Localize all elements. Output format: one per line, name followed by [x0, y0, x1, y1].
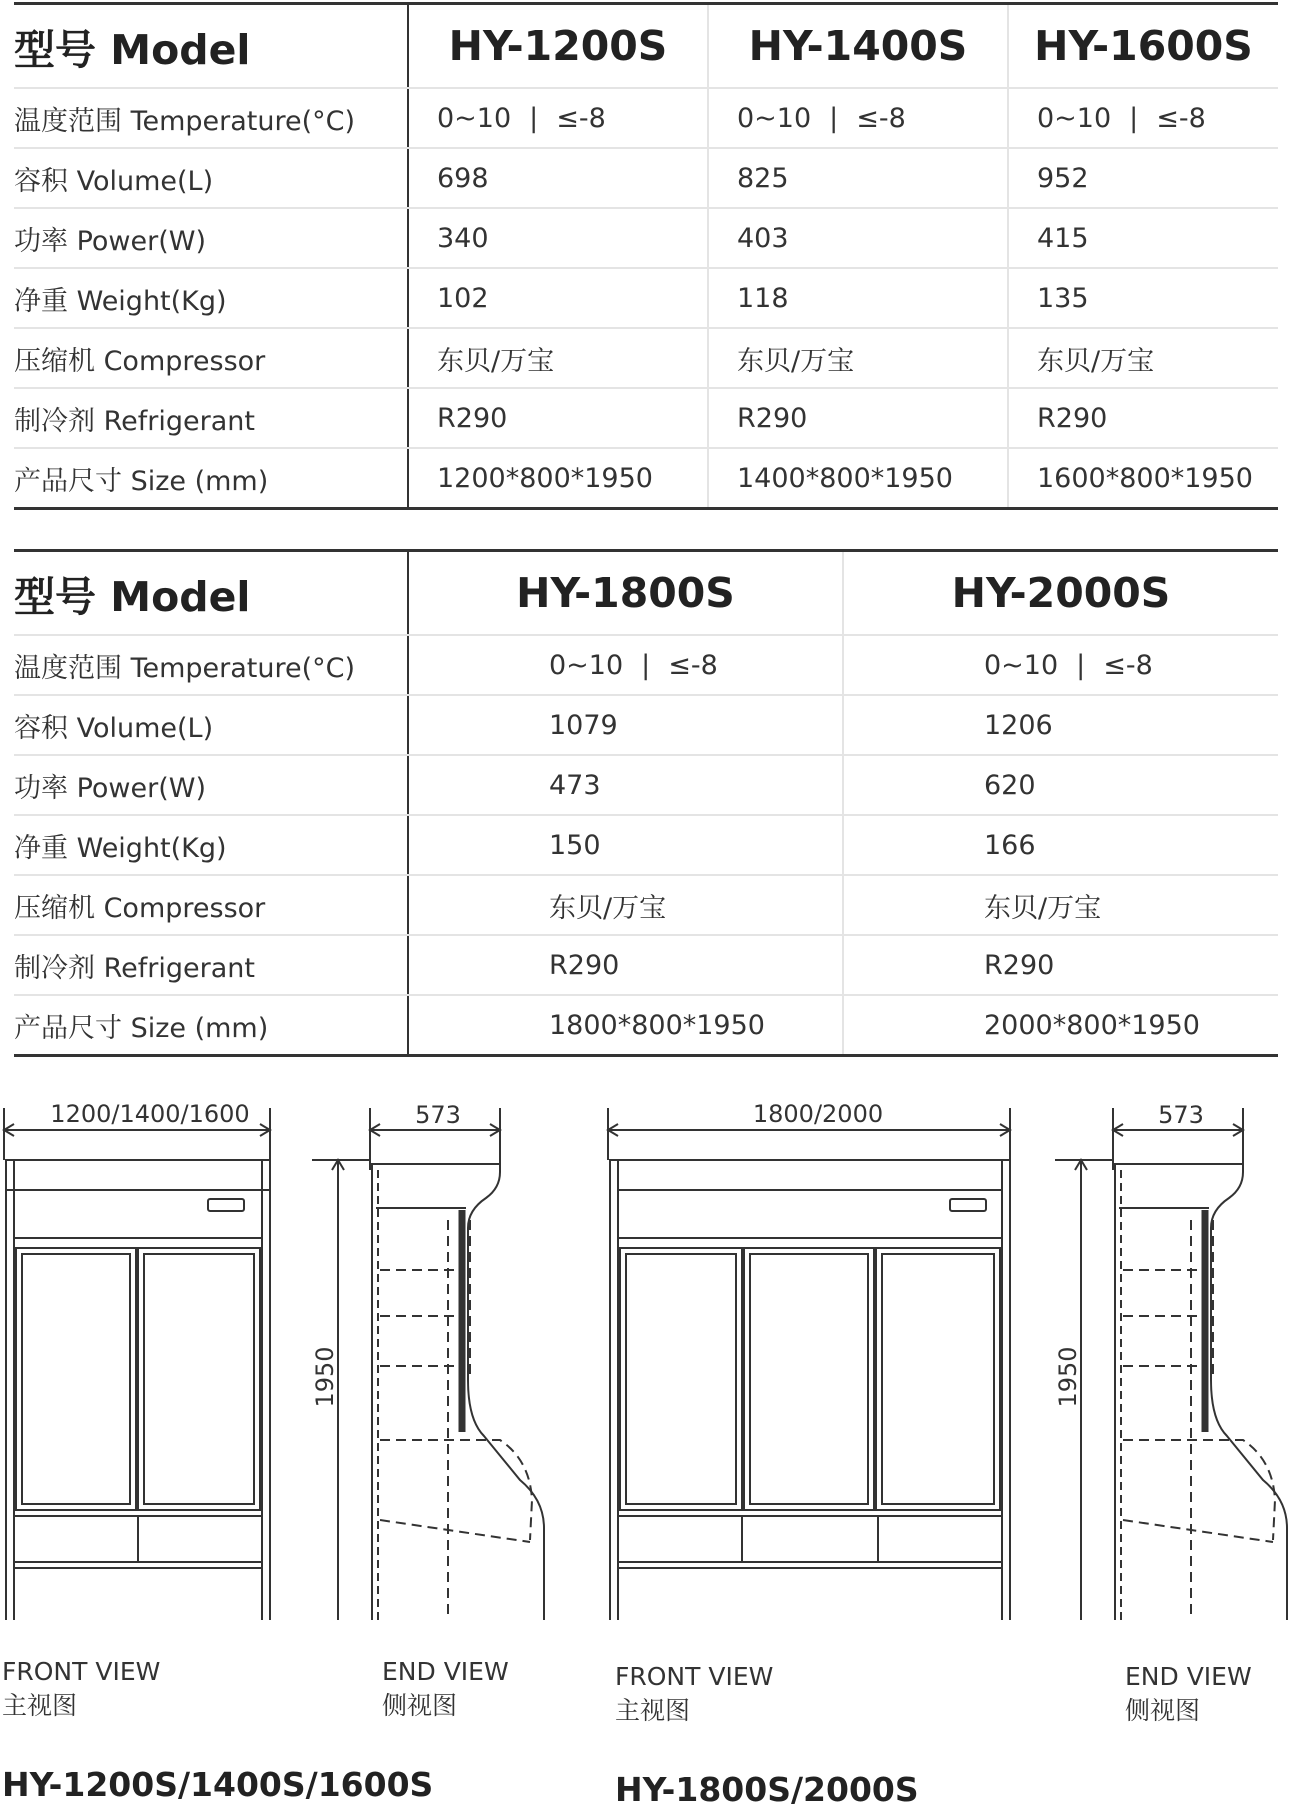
end-view-drawing-right [1054, 1101, 1289, 1620]
table-header-row [14, 4, 1278, 89]
table-cell: 东贝/万宝 [408, 328, 708, 388]
table-cell: 1400*800*1950 [708, 448, 1008, 509]
front-view-drawing-right [608, 1100, 1010, 1620]
end-view-drawing-left [311, 1101, 546, 1620]
models-label-left: HY-1200S/1400S/1600S [2, 1765, 434, 1804]
table-cell: 952 [1008, 148, 1278, 208]
table-cell: R290 [843, 935, 1278, 995]
spec-table-2 [14, 549, 1278, 1057]
table-cell: R290 [708, 388, 1008, 448]
table-cell: 415 [1008, 208, 1278, 268]
front-view-drawing-left [4, 1100, 270, 1620]
model-header-label: 型号 Model [14, 551, 408, 636]
front-view-caption-right: FRONT VIEW 主视图 [615, 1662, 774, 1725]
table-row [14, 88, 1278, 148]
row-label: 净重 Weight(Kg) [14, 815, 408, 875]
row-label: 容积 Volume(L) [14, 148, 408, 208]
row-label: 制冷剂 Refrigerant [14, 935, 408, 995]
spec-table-1 [14, 2, 1278, 510]
front-view-caption-left: FRONT VIEW 主视图 [2, 1657, 161, 1720]
table-cell: 403 [708, 208, 1008, 268]
table-cell: R290 [408, 935, 843, 995]
table-row [14, 448, 1278, 509]
row-label: 容积 Volume(L) [14, 695, 408, 755]
model-name: HY-1800S [408, 551, 843, 636]
dim-width-label: 1800/2000 [752, 1100, 884, 1128]
row-label: 压缩机 Compressor [14, 875, 408, 935]
temperature-cell: 0~10 | ≤-8 [708, 88, 1008, 148]
table-row [14, 388, 1278, 448]
technical-drawings [0, 1080, 1295, 1620]
table-cell: 118 [708, 268, 1008, 328]
models-label-right: HY-1800S/2000S [615, 1770, 919, 1809]
table-row [14, 328, 1278, 388]
dim-depth-top-label: 573 [1158, 1101, 1204, 1129]
table-cell: 1600*800*1950 [1008, 448, 1278, 509]
table-cell: 698 [408, 148, 708, 208]
temperature-cell: 0~10 | ≤-8 [1008, 88, 1278, 148]
table-cell: 135 [1008, 268, 1278, 328]
row-label: 功率 Power(W) [14, 755, 408, 815]
model-name: HY-1400S [708, 4, 1008, 89]
table-row [14, 208, 1278, 268]
table-cell: R290 [1008, 388, 1278, 448]
temperature-cell: 0~10 | ≤-8 [408, 635, 843, 695]
table-row [14, 935, 1278, 995]
table-row [14, 755, 1278, 815]
row-label: 净重 Weight(Kg) [14, 268, 408, 328]
table-header-row [14, 551, 1278, 636]
dim-height-label: 1950 [311, 1346, 339, 1408]
table-cell: 150 [408, 815, 843, 875]
model-name: HY-1600S [1008, 4, 1278, 89]
dim-width-label: 1200/1400/1600 [50, 1100, 250, 1128]
row-label: 温度范围 Temperature(°C) [14, 88, 408, 148]
model-name: HY-1200S [408, 4, 708, 89]
row-label: 功率 Power(W) [14, 208, 408, 268]
table-cell: 340 [408, 208, 708, 268]
row-label: 产品尺寸 Size (mm) [14, 995, 408, 1056]
table-cell: 东贝/万宝 [408, 875, 843, 935]
table-row [14, 148, 1278, 208]
temperature-cell: 0~10 | ≤-8 [843, 635, 1278, 695]
table-row [14, 635, 1278, 695]
dim-height-label: 1950 [1054, 1346, 1082, 1408]
table-cell: 东贝/万宝 [708, 328, 1008, 388]
table-cell: 1079 [408, 695, 843, 755]
dim-depth-top-label: 573 [415, 1101, 461, 1129]
table-cell: 473 [408, 755, 843, 815]
row-label: 压缩机 Compressor [14, 328, 408, 388]
temperature-cell: 0~10 | ≤-8 [408, 88, 708, 148]
table-row [14, 268, 1278, 328]
row-label: 制冷剂 Refrigerant [14, 388, 408, 448]
table-cell: R290 [408, 388, 708, 448]
table-cell: 620 [843, 755, 1278, 815]
table-cell: 1206 [843, 695, 1278, 755]
model-name: HY-2000S [843, 551, 1278, 636]
table-row [14, 995, 1278, 1056]
table-cell: 1800*800*1950 [408, 995, 843, 1056]
end-view-caption-right: END VIEW 侧视图 [1125, 1662, 1252, 1725]
table-row [14, 875, 1278, 935]
table-cell: 825 [708, 148, 1008, 208]
end-view-caption-left: END VIEW 侧视图 [382, 1657, 509, 1720]
table-cell: 2000*800*1950 [843, 995, 1278, 1056]
table-cell: 166 [843, 815, 1278, 875]
model-header-label: 型号 Model [14, 4, 408, 89]
table-cell: 102 [408, 268, 708, 328]
table-cell: 1200*800*1950 [408, 448, 708, 509]
table-row [14, 695, 1278, 755]
table-row [14, 815, 1278, 875]
table-cell: 东贝/万宝 [1008, 328, 1278, 388]
table-cell: 东贝/万宝 [843, 875, 1278, 935]
row-label: 产品尺寸 Size (mm) [14, 448, 408, 509]
row-label: 温度范围 Temperature(°C) [14, 635, 408, 695]
